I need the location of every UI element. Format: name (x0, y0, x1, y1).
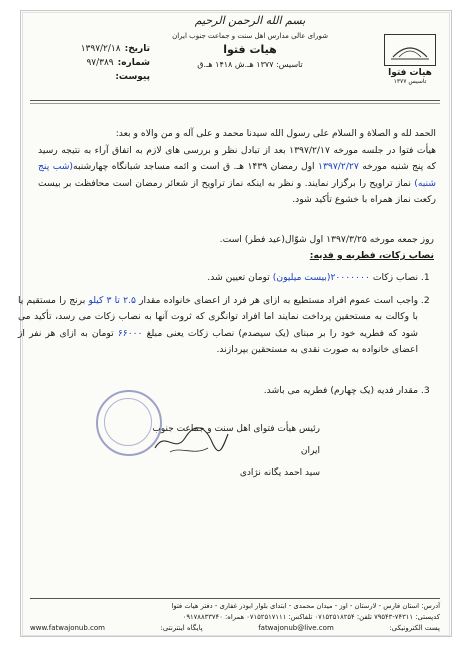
website-label: پایگاه اینترنتی: (160, 624, 203, 632)
signature-block (140, 418, 320, 484)
bismillah: بسم الله الرحمن الرحيم (194, 14, 306, 27)
para-part-a: هیأت فتوا در جلسه مورخه ۱۳۹۷/۲/۱۷ بعد از تبادل نظر و بررسی های لازم به اتفاق آراء به نتیجه رسید که پنج شنبه مورخه (38, 144, 436, 172)
header-divider-thin (30, 103, 440, 104)
number-label: شماره: (117, 58, 150, 68)
thursday-night-note: (شب پنج شنبه) (38, 161, 436, 189)
ramadan-start-date: ۱۳۹۷/۲/۲۷ (318, 161, 359, 172)
letter-meta (30, 42, 150, 84)
logo-established: تاسیس ۱۳۷۷ (393, 78, 427, 85)
letter-body (38, 126, 436, 209)
org-logo-block (384, 34, 436, 85)
signatory-title: رئیس هیأت فتوای اهل سنت و جماعت جنوب ایران (152, 424, 320, 456)
number-value: ۹۷/۳۸۹ (86, 58, 114, 68)
list-item: 3. مقدار فدیه (یک چهارم) فطریه می باشد. (18, 383, 418, 400)
footer-web (30, 624, 440, 632)
para-part-b: اول رمضان ۱۴۳۹ هـ. ق است و ائمه مساجد شبانگاه چهارشنبه (73, 161, 319, 172)
number-row (30, 56, 150, 70)
fitra-cash-amount: ۶۶۰۰۰ (117, 327, 143, 339)
letterhead-center (150, 14, 350, 69)
zakat-subtitle: نصاب زکات، فطریه و فدیه: (309, 250, 434, 261)
signatory-name: سید احمد یگانه نژادی (239, 468, 320, 478)
zakat-threshold: ۲۰۰۰۰۰۰۰(بیست میلیون) (272, 272, 370, 283)
footer (30, 598, 440, 623)
org-title: هیات فتوا (223, 43, 277, 56)
list-item: 2. واجب است عموم افراد مستطیع به ازای هر فرد از اعضای خانواده مقدار ۲.۵ تا ۳ کیلو برنج را مستقیم یا با وکالت به مستحقین پرداخت نمایند اما افراد توانگری که ثروت آنها به نصاب زکات می رسد، تأکید می شود که فطریه خود را بر مبنای (یک سیصدم) نصاب زکات یعنی مبلغ ۶۶۰۰۰ تومان به ازای هر نفر از اعضای خانواده به صورت نقدی به مستحقین بپردازند. (18, 293, 418, 359)
date-label: تاریخ: (124, 44, 150, 54)
eid-line: روز جمعه مورخه ۱۳۹۷/۳/۲۵ اول شوّال(عید فطر) است. (219, 234, 434, 245)
rulings-list (18, 270, 440, 405)
founded-line: تاسیس: ۱۳۷۷ هـ.ش ۱۴۱۸ هـ.ق (197, 60, 303, 69)
attachment-label: پیوست: (115, 72, 150, 82)
para-part-c: نماز تراویح را برگزار نمایند. و نظر به اینکه نماز تراویح از شعائر رمضان است محافظت بر بیست رکعت نماز همراه با خشوع تأکید شود. (38, 177, 436, 205)
website-link[interactable]: www.fatwajonub.com (30, 624, 105, 632)
council-name: شورای عالی مدارس اهل سنت و جماعت جنوب ایران (172, 32, 328, 40)
footer-address: آدرس: استان فارس - لارستان - اوز - میدان محمدی - ابتدای بلوار ابوذر غفاری - دفتر هیات فتوا (171, 602, 440, 610)
date-row (30, 42, 150, 56)
email-link[interactable]: fatwajonub@live.com (258, 624, 334, 632)
email-label: پست الکترونیکی: (389, 624, 440, 632)
logo-frame-icon (384, 34, 436, 66)
logo-org-name: هیات فتوا (388, 68, 432, 78)
greeting: الحمد لله و الصلاة و السلام علی رسول الله سیدنا محمد و علی آله و من والاه و بعد: (115, 128, 436, 139)
list-item: 1. نصاب زکات ۲۰۰۰۰۰۰۰(بیست میلیون) تومان تعیین شد. (18, 270, 418, 287)
header-divider (30, 100, 440, 101)
footer-contact: کدپستی: ۷۴۳۱۱-۷۹۵۴۳ تلفن: ۰۷۱۵۲۵۱۸۲۵۴ تلفاکس: ۰۷۱۵۲۵۱۷۱۱۱ همراه: ۰۹۱۷۸۸۳۳۷۴۰ (182, 613, 440, 621)
attachment-row (30, 70, 150, 84)
rice-amount: ۲.۵ تا ۳ کیلو (88, 294, 136, 306)
date-value: ۱۳۹۷/۲/۱۸ (80, 44, 121, 54)
main-paragraph (38, 143, 436, 209)
